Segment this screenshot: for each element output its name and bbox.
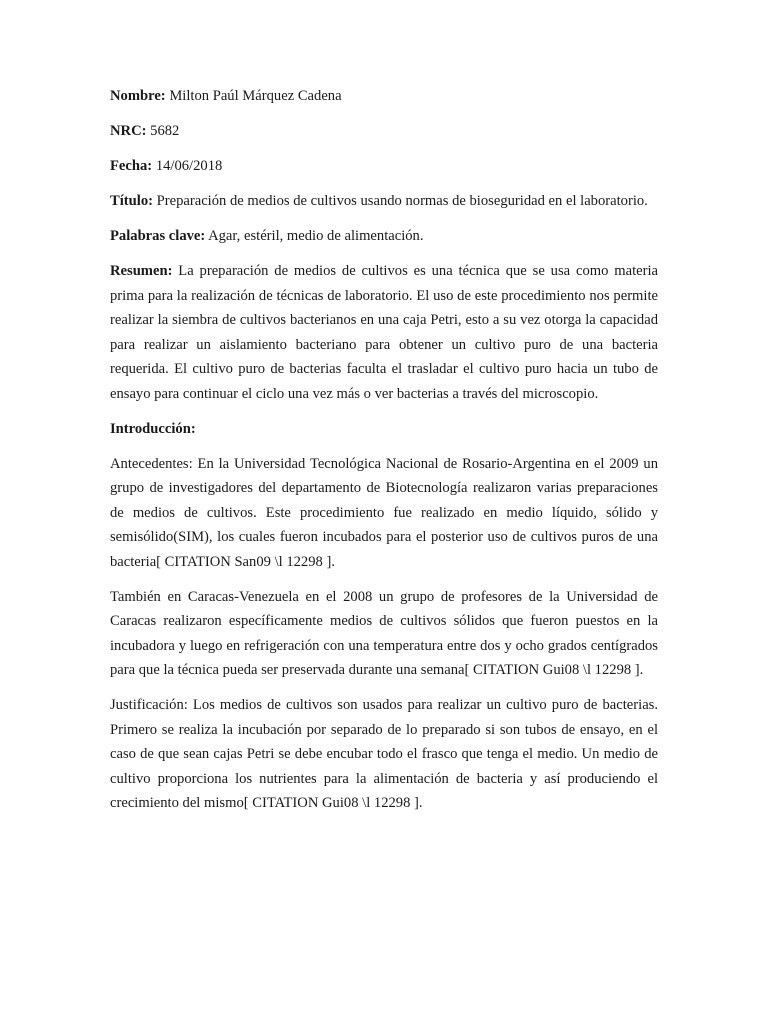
titulo-value: Preparación de medios de cultivos usando normas de bioseguridad en el laboratorio. (156, 193, 648, 209)
field-fecha (110, 154, 658, 179)
nrc-label: NRC: (110, 123, 147, 139)
antecedentes-paragraph: Antecedentes: En la Universidad Tecnológica Nacional de Rosario-Argentina en el 2009 un grupo de investigadores del departamento de Biotecnología realizaron varias preparaciones de medios de cultivos. Este procedimiento fue realizado en medio líquido, sólido y semisólido(SIM), los cuales fueron incubados para el posterior uso de cultivos puros de una bacteria[ CITATION San09 \l 12298 ]. (110, 455, 658, 570)
nombre-value: Milton Paúl Márquez Cadena (169, 88, 342, 104)
resumen-text: La preparación de medios de cultivos es una técnica que se usa como materia prima para la realización de técnicas de laboratorio. El uso de este procedimiento nos permite realizar la siembra de cultivos bacterianos en una caja Petri, esto a su vez otorga la capacidad para realizar un aislamiento bacteriano para obtener un cultivo puro de una bacteria requerida. El cultivo puro de bacterias faculta el trasladar el cultivo puro hacia un tubo de ensayo para continuar el ciclo una vez más o ver bacterias a través del microscopio. (110, 263, 658, 402)
fecha-label: Fecha: (110, 158, 153, 174)
palabras-clave-label: Palabras clave: (110, 228, 206, 244)
field-nrc (110, 119, 658, 144)
palabras-clave-value: Agar, estéril, medio de alimentación. (208, 228, 424, 244)
resumen-label: Resumen: (110, 263, 173, 279)
nrc-value: 5682 (150, 123, 180, 139)
introduccion-heading: Introducción: (110, 420, 196, 437)
resumen-paragraph (110, 259, 658, 406)
field-titulo (110, 189, 658, 214)
field-palabras-clave (110, 224, 658, 249)
nombre-label: Nombre: (110, 88, 166, 104)
titulo-label: Título: (110, 193, 153, 209)
field-nombre (110, 84, 658, 109)
caracas-paragraph: También en Caracas-Venezuela en el 2008 un grupo de profesores de la Universidad de Caracas realizaron específicamente medios de cultivos sólidos que fueron puestos en la incubadora y luego en refrigeración con una temperatura entre dos y ocho grados centígrados para que la técnica pueda ser preservada durante una semana[ CITATION Gui08 \l 12298 ]. (110, 588, 658, 678)
document-page (110, 84, 658, 826)
fecha-value: 14/06/2018 (155, 158, 223, 174)
justificacion-paragraph: Justificación: Los medios de cultivos son usados para realizar un cultivo puro de bacterias. Primero se realiza la incubación por separado de lo preparado si son tubos de ensayo, en el caso de que sean cajas Petri se debe encubar todo el frasco que tenga el medio. Un medio de cultivo proporciona los nutrientes para la alimentación de bacteria y así produciendo el crecimiento del mismo[ CITATION Gui08 \l 12298 ]. (110, 697, 658, 811)
